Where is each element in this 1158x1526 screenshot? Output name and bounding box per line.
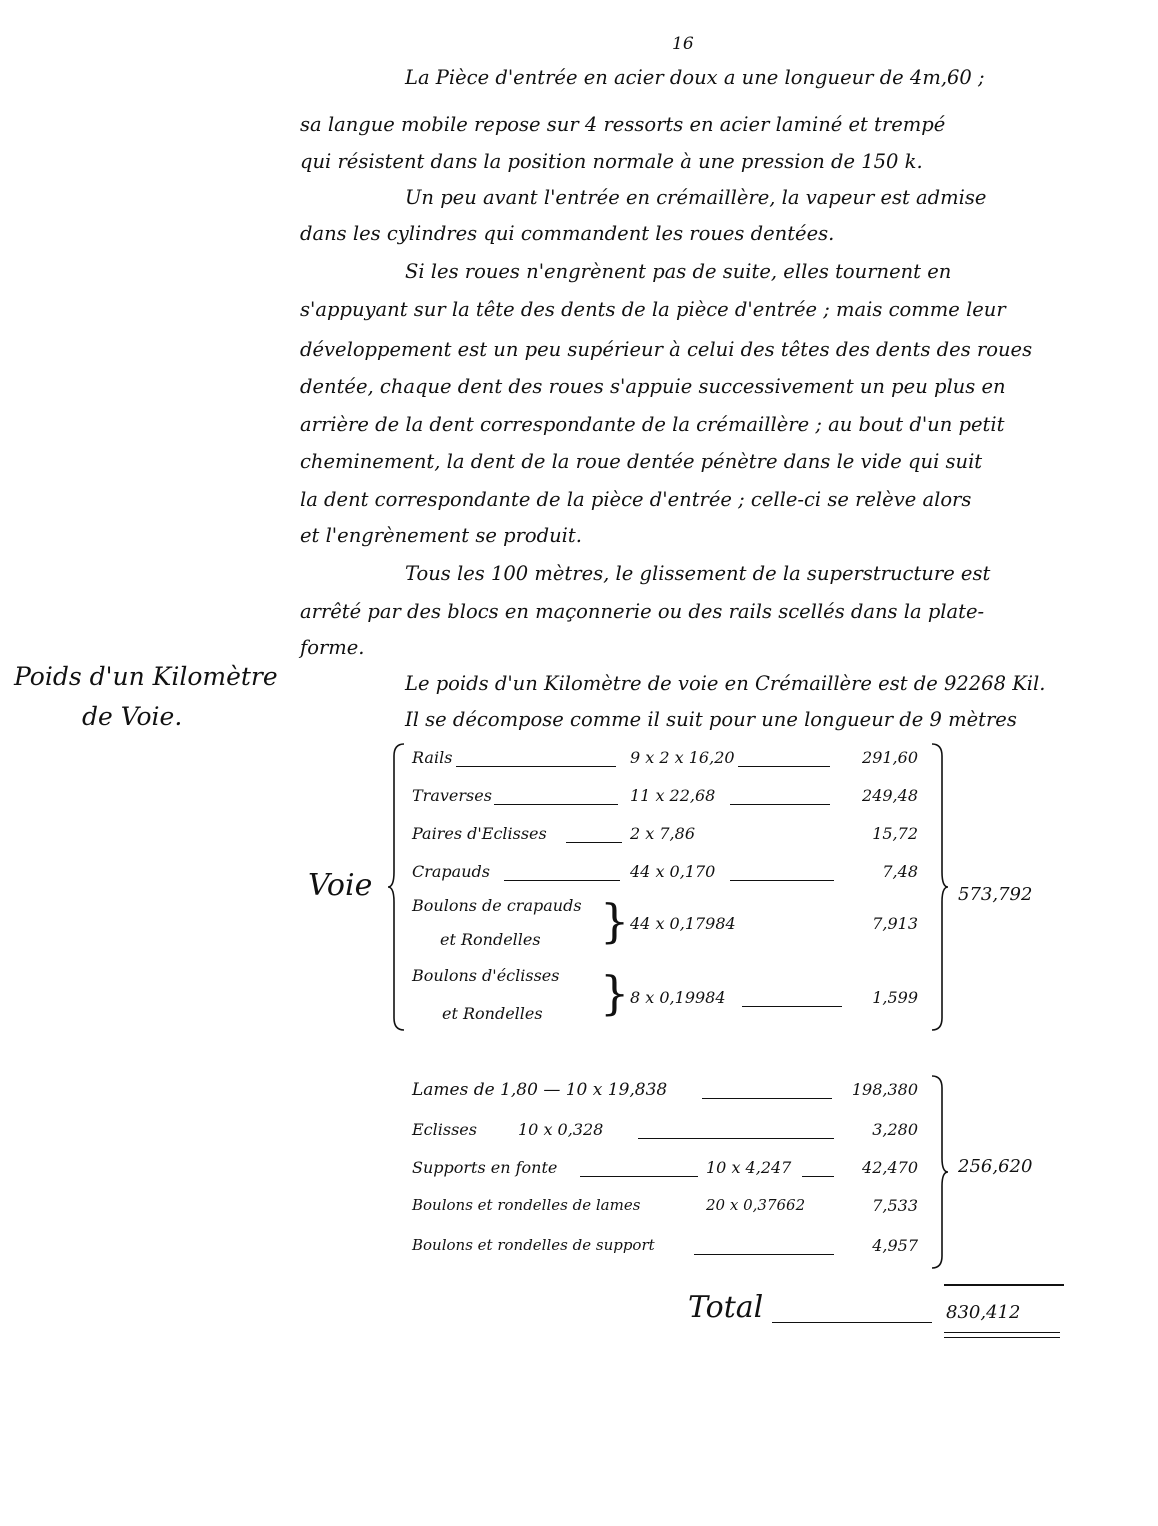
leader-dash <box>738 766 830 767</box>
leader-dash <box>504 880 620 881</box>
row-formula: 20 x 0,37662 <box>706 1196 806 1214</box>
text-line: Tous les 100 mètres, le glissement de la superstructure est <box>405 562 991 585</box>
text-line: Le poids d'un Kilomètre de voie en Crémaillère est de 92268 Kil. <box>405 672 1046 695</box>
leader-dash <box>730 804 830 805</box>
voie-bracket-right <box>928 742 950 1032</box>
row-value: 3,280 <box>872 1120 918 1139</box>
leader-dash <box>566 842 622 843</box>
text-line: qui résistent dans la position normale à une pression de 150 k. <box>300 150 923 173</box>
row-formula: 44 x 0,170 <box>630 862 716 881</box>
row-formula: 8 x 0,19984 <box>630 988 726 1007</box>
leader-dash <box>742 1006 842 1007</box>
row-label: Traverses <box>412 786 492 805</box>
row-value: 4,957 <box>872 1236 918 1255</box>
text-line: arrêté par des blocs en maçonnerie ou des rails scellés dans la plate- <box>300 600 985 623</box>
row-label: Crapauds <box>412 862 490 881</box>
row-formula: 11 x 22,68 <box>630 786 716 805</box>
row-label: Boulons et rondelles de lames <box>412 1196 641 1214</box>
total-rule-double-1 <box>944 1332 1060 1333</box>
row-label: Boulons et rondelles de support <box>412 1236 655 1254</box>
total-rule-double-2 <box>944 1337 1060 1338</box>
row-label: et Rondelles <box>440 930 541 949</box>
leader-dash <box>580 1176 698 1177</box>
row-value: 7,48 <box>882 862 918 881</box>
total-rule-top <box>944 1284 1064 1286</box>
text-line: dans les cylindres qui commandent les roues dentées. <box>300 222 835 245</box>
row-formula: 10 x 4,247 <box>706 1158 792 1177</box>
row-value: 1,599 <box>872 988 918 1007</box>
row-formula: 44 x 0,17984 <box>630 914 736 933</box>
row-label: et Rondelles <box>442 1004 543 1023</box>
text-line: cheminement, la dent de la roue dentée pénètre dans le vide qui suit <box>300 450 983 473</box>
leader-dash <box>694 1254 834 1255</box>
text-line: et l'engrènement se produit. <box>300 524 582 547</box>
row-value: 7,913 <box>872 914 918 933</box>
row-value: 15,72 <box>872 824 918 843</box>
text-line: arrière de la dent correspondante de la crémaillère ; au bout d'un petit <box>300 413 1005 436</box>
leader-dash <box>730 880 834 881</box>
row-label: Rails <box>412 748 453 767</box>
group2-bracket-right <box>928 1074 950 1270</box>
text-line: forme. <box>300 636 365 659</box>
text-line: dentée, chaque dent des roues s'appuie successivement un peu plus en <box>300 375 1006 398</box>
voie-label: Voie <box>308 868 373 903</box>
inner-brace: } <box>600 966 630 1020</box>
total-value: 830,412 <box>946 1302 1021 1323</box>
row-label: Lames de 1,80 — 10 x 19,838 <box>412 1080 668 1100</box>
leader-dash <box>772 1322 932 1323</box>
leader-dash <box>802 1176 834 1177</box>
leader-dash <box>702 1098 832 1099</box>
text-line: Un peu avant l'entrée en crémaillère, la vapeur est admise <box>405 186 987 209</box>
row-label: Paires d'Eclisses <box>412 824 547 843</box>
text-line: Il se décompose comme il suit pour une longueur de 9 mètres <box>405 708 1017 731</box>
text-line: sa langue mobile repose sur 4 ressorts en acier laminé et trempé <box>300 113 946 136</box>
row-value: 7,533 <box>872 1196 918 1215</box>
row-value: 198,380 <box>851 1080 918 1099</box>
text-line: développement est un peu supérieur à celui des têtes des dents des roues <box>300 338 1033 361</box>
row-label: Boulons d'éclisses <box>412 966 560 985</box>
leader-dash <box>494 804 618 805</box>
text-line: la dent correspondante de la pièce d'entrée ; celle-ci se relève alors <box>300 488 972 511</box>
leader-dash <box>456 766 616 767</box>
leader-dash <box>638 1138 834 1139</box>
row-value: 291,60 <box>862 748 918 767</box>
row-formula: 2 x 7,86 <box>630 824 695 843</box>
voie-subtotal: 573,792 <box>958 884 1033 905</box>
total-label: Total <box>688 1290 764 1325</box>
voie-bracket-left <box>388 742 408 1032</box>
row-label: Boulons de crapauds <box>412 896 582 915</box>
margin-note-line: Poids d'un Kilomètre <box>14 662 278 691</box>
text-line: La Pièce d'entrée en acier doux a une longueur de 4m,60 ; <box>405 66 985 89</box>
margin-note-line: de Voie. <box>82 702 183 731</box>
row-formula: 10 x 0,328 <box>518 1120 604 1139</box>
text-line: Si les roues n'engrènent pas de suite, elles tournent en <box>405 260 952 283</box>
row-value: 42,470 <box>862 1158 918 1177</box>
row-value: 249,48 <box>862 786 918 805</box>
group2-subtotal: 256,620 <box>958 1156 1033 1177</box>
text-line: s'appuyant sur la tête des dents de la pièce d'entrée ; mais comme leur <box>300 298 1006 321</box>
inner-brace: } <box>600 894 630 948</box>
row-label: Supports en fonte <box>412 1158 558 1177</box>
page-number: 16 <box>672 34 694 54</box>
row-formula: 9 x 2 x 16,20 <box>630 748 735 767</box>
row-label: Eclisses <box>412 1120 477 1139</box>
